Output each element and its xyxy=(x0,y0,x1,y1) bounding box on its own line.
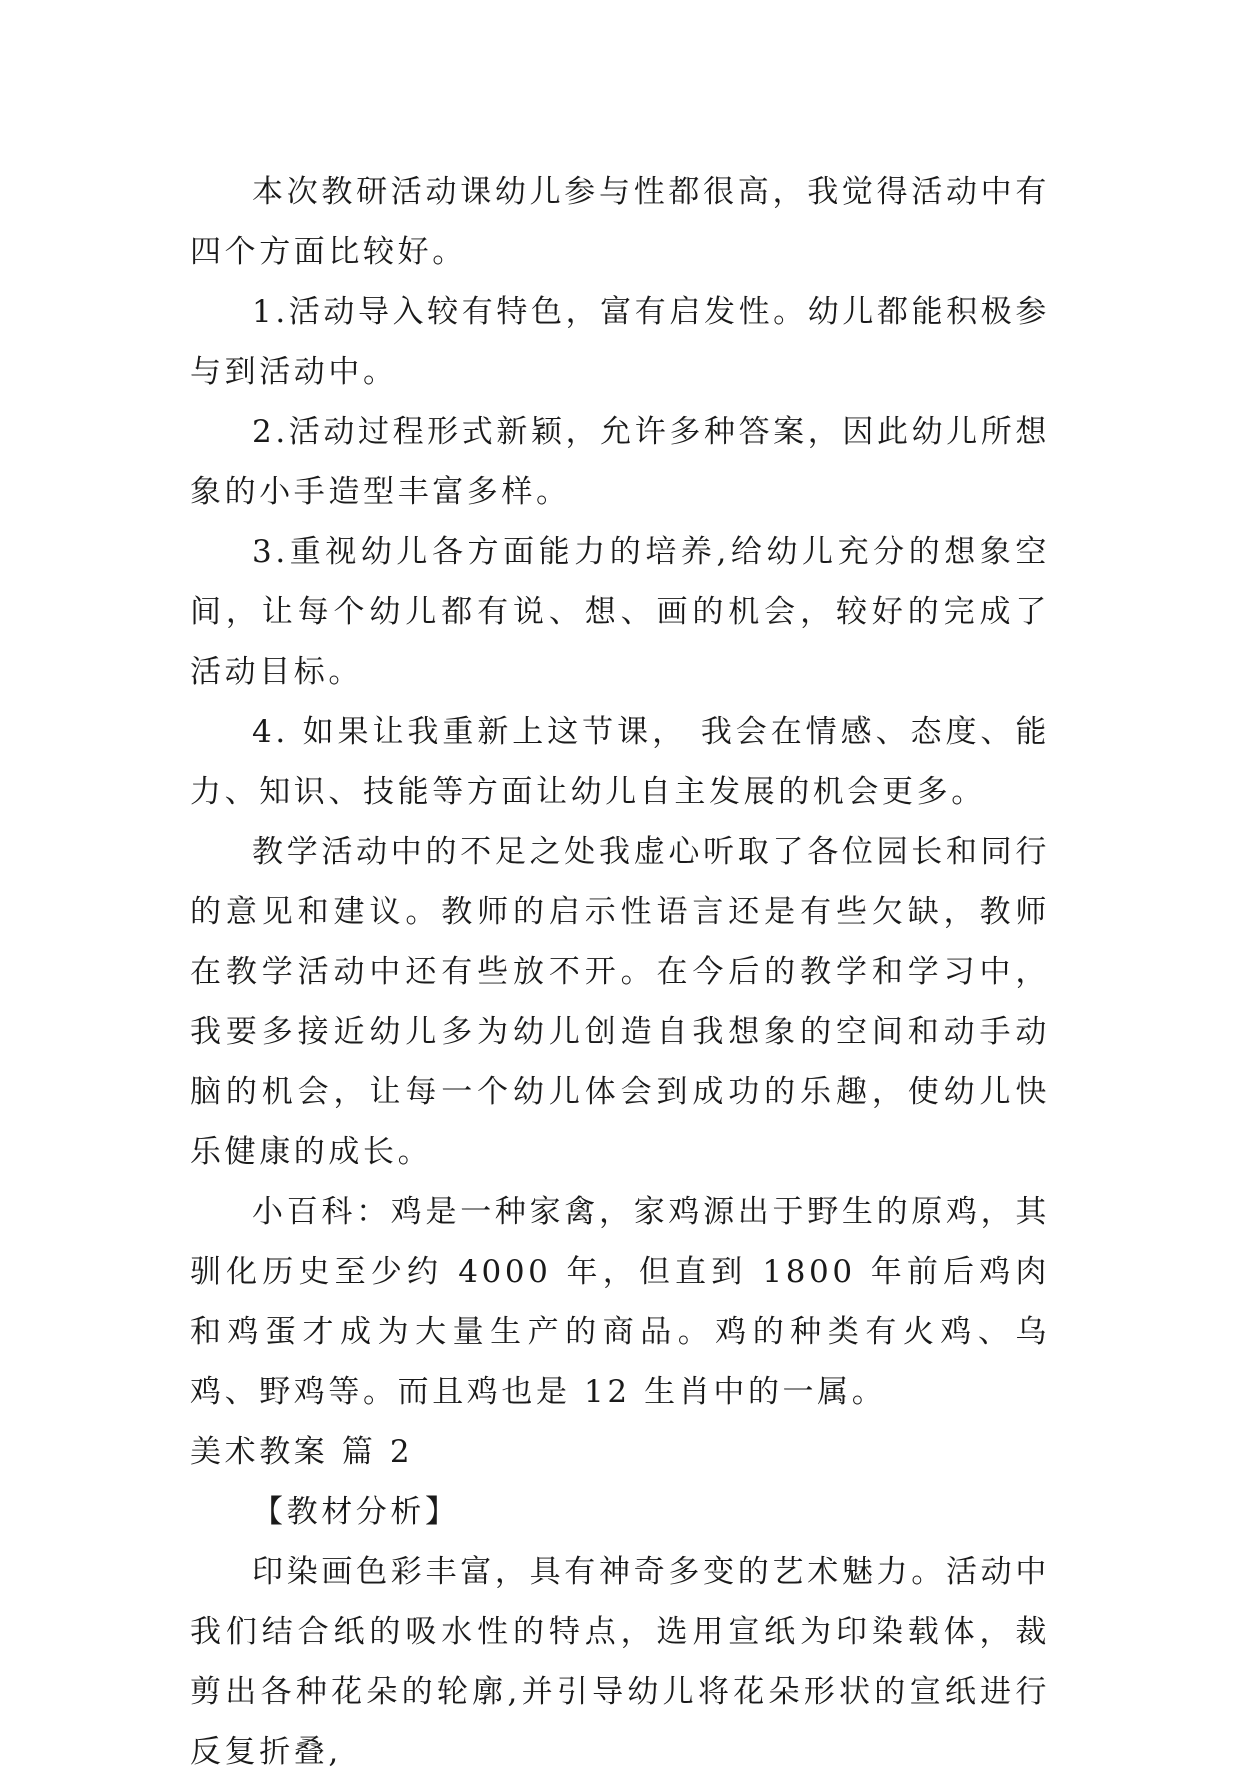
paragraph-encyclopedia: 小百科：鸡是一种家禽，家鸡源出于野生的原鸡，其驯化历史至少约 4000 年，但直到 1800 年前后鸡肉和鸡蛋才成为大量生产的商品。鸡的种类有火鸡、乌鸡、野鸡等。而且鸡也是 12 生肖中的一属。 xyxy=(190,1194,1050,1410)
paragraph-point-1: 1.活动导入较有特色，富有启发性。幼儿都能积极参与到活动中。 xyxy=(190,294,1050,390)
paragraph-material-analysis: 印染画色彩丰富，具有神奇多变的艺术魅力。活动中我们结合纸的吸水性的特点，选用宣纸为印染载体，裁剪出各种花朵的轮廓,并引导幼儿将花朵形状的宣纸进行反复折叠, xyxy=(190,1554,1050,1770)
paragraph-intro: 本次教研活动课幼儿参与性都很高，我觉得活动中有四个方面比较好。 xyxy=(190,174,1050,270)
document-body xyxy=(190,162,1050,1782)
paragraph-point-2: 2.活动过程形式新颖，允许多种答案，因此幼儿所想象的小手造型丰富多样。 xyxy=(190,414,1050,510)
paragraph-point-4: 4. 如果让我重新上这节课， 我会在情感、态度、能力、知识、技能等方面让幼儿自主发展的机会更多。 xyxy=(190,714,1050,810)
subsection-heading: 【教材分析】 xyxy=(252,1494,460,1530)
paragraph-reflection: 教学活动中的不足之处我虚心听取了各位园长和同行的意见和建议。教师的启示性语言还是有些欠缺，教师在教学活动中还有些放不开。在今后的教学和学习中，我要多接近幼儿多为幼儿创造自我想象的空间和动手动脑的机会，让每一个幼儿体会到成功的乐趣，使幼儿快乐健康的成长。 xyxy=(190,834,1050,1170)
paragraph-point-3: 3.重视幼儿各方面能力的培养,给幼儿充分的想象空间，让每个幼儿都有说、想、画的机会，较好的完成了活动目标。 xyxy=(190,534,1050,690)
section-title: 美术教案 篇 2 xyxy=(190,1434,414,1470)
